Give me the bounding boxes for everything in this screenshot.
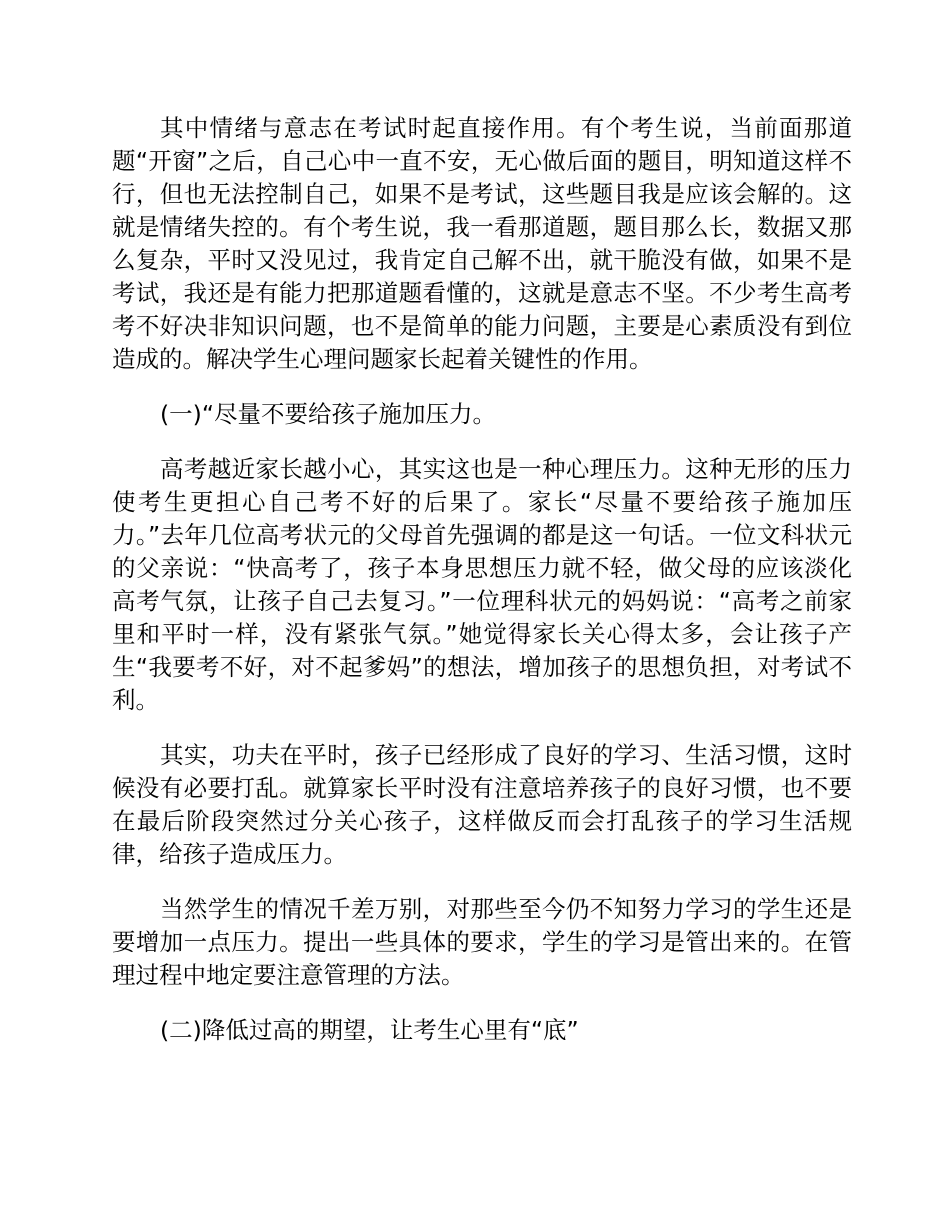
section-heading-2: (二)降低过高的期望，让考生心里有“底” [160,1016,579,1044]
document-body [112,112,852,1069]
paragraph-habits: 其实，功夫在平时，孩子已经形成了良好的学习、生活习惯，这时候没有必要打乱。就算家长平时没有注意培养孩子的良好习惯，也不要在最后阶段突然过分关心孩子，这样做反而会打乱孩子的学习生活规律，给孩子造成压力。 [112,741,852,868]
paragraph-individual-differences: 当然学生的情况千差万别，对那些至今仍不知努力学习的学生还是要增加一点压力。提出一些具体的要求，学生的学习是管出来的。在管理过程中地定要注意管理的方法。 [112,895,852,989]
paragraph-emotion-and-will: 其中情绪与意志在考试时起直接作用。有个考生说，当前面那道题“开窗”之后，自己心中一直不安，无心做后面的题目，明知道这样不行，但也无法控制自己，如果不是考试，这些题目我是应该会解的。这就是情绪失控的。有个考生说，我一看那道题，题目那么长，数据又那么复杂，平时又没见过，我肯定自己解不出，就干脆没有做，如果不是考试，我还是有能力把那道题看懂的，这就是意志不坚。不少考生高考考不好决非知识问题，也不是简单的能力问题，主要是心素质没有到位造成的。解决学生心理问题家长起着关键性的作用。 [112,114,852,373]
paragraph-pressure: 高考越近家长越小心，其实这也是一种心理压力。这种无形的压力使考生更担心自己考不好的后果了。家长“尽量不要给孩子施加压力。”去年几位高考状元的父母首先强调的都是这一句话。一位文科状元的父亲说：“快高考了，孩子本身思想压力就不轻，做父母的应该淡化高考气氛，让孩子自己去复习。”一位理科状元的妈妈说：“高考之前家里和平时一样，没有紧张气氛。”她觉得家长关心得太多，会让孩子产生“我要考不好，对不起爹妈”的想法，增加孩子的思想负担，对考试不利。 [112,455,852,714]
section-heading-1: (一)“尽量不要给孩子施加压力。 [160,400,497,428]
